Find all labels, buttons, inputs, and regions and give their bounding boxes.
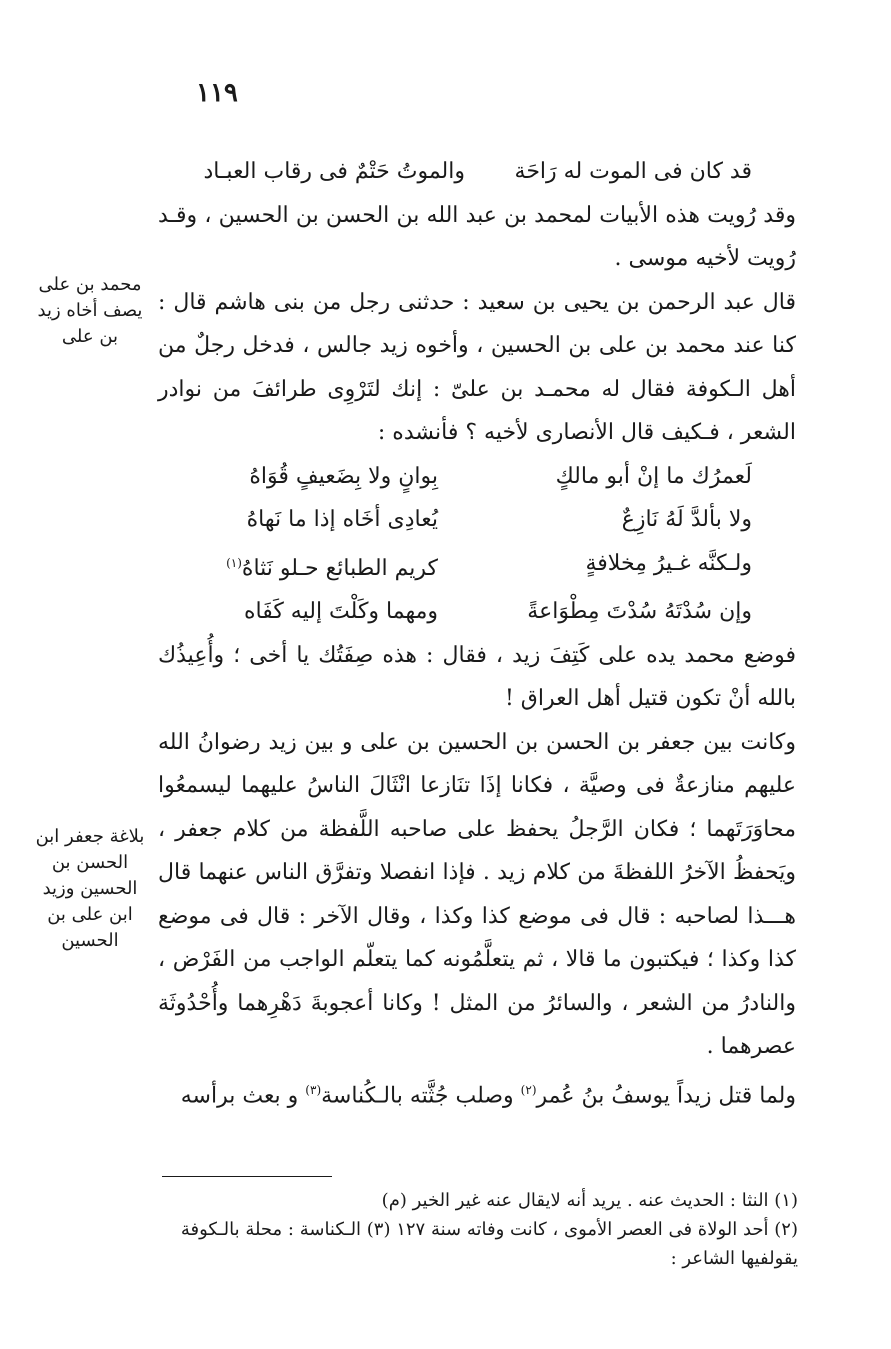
- verse-hemistich-first: قد كان فى الموت له رَاحَة: [514, 159, 752, 184]
- footnote-2-3: (٢) أحد الولاة فى العصر الأموى ، كانت وفاته سنة ١٢٧ (٣) الـكناسة : محلة بالـكوفة يقولفيها الشاعر :: [180, 1219, 798, 1269]
- footnote-1: (١) النثا : الحديث عنه . يريد أنه لايقال عنه غير الخير (م): [381, 1190, 798, 1211]
- paragraph-text: وصلب جُثَّته بالـكُناسة: [321, 1083, 521, 1109]
- footnote-divider: [162, 1176, 332, 1177]
- poem-verse: [178, 542, 752, 591]
- paragraph-response: فوضع محمد يده على كَتِفَ زيد ، فقال : هذه صِفَتُك يا أخى ؛ وأُعِيذُك بالله أنْ تكون قتيل أهل العراق !: [158, 642, 796, 712]
- verse-hemistich-first: لَعمرُك ما إنْ أبو مالكٍ: [555, 463, 752, 489]
- verse-hemistich-first: وإن سُدْتَهُ سُدْتَ مِطْوَاعةً: [527, 599, 752, 625]
- paragraph-text: ولما قتل زيداً يوسفُ بنُ عُمر: [536, 1083, 796, 1109]
- paragraph-dispute: وكانت بين جعفر بن الحسن بن الحسين بن على و بين زيد رضوانُ الله عليهم منازعةٌ فى وصيَّة ، فكانا إذَا تنَازعا انْثَالَ الناسُ عليهما ليسمعُوا محاوَرَتَهما ؛ فكان الرَّجلُ يحفظ على صاحبه اللَّفظة من كلام جعفر ، ويَحفظُ الآخرُ اللفظةَ من كلام زيد . فإذا انفصلا وتفرَّق الناس عنهما قال هـــذا لصاحبه : قال فى موضع كذا وكذا ، وقال الآخر : قال فى موضع كذا وكذا ؛ فيكتبون ما قالا ، ثم يتعلَّمُونه كما يتعلّم الواجب من الفَرْض ، والنادرُ من الشعر ، والسائرُ من المثل ! وكانا أعجوبةَ دَهْرِهما وأُحْدُوثَة عصرهما .: [158, 729, 796, 1060]
- footnotes: [158, 1186, 798, 1273]
- verse-hemistich-second: بِوانٍ ولا بِضَعيفٍ قُوَاهُ: [249, 463, 438, 489]
- page-number: ١١٩: [196, 78, 238, 108]
- opening-verse: [178, 150, 752, 194]
- verse-hemistich-second: يُعادِى أخَاه إذا ما نَهاهُ: [246, 507, 438, 532]
- paragraph-killing: [158, 1069, 796, 1118]
- verse-hemistich-second: ومهما وكَلْتَ إليه كَفَاه: [243, 599, 438, 625]
- paragraph-text: و بعث برأسه: [180, 1083, 306, 1109]
- poem-verse: [178, 455, 752, 499]
- paragraph-narration: قال عبد الرحمن بن يحيى بن سعيد : حدثنى رجل من بنى هاشم قال : كنا عند محمد بن على بن الحسين ، وأخوه زيد جالس ، فدخل رجلٌ من أهل الـكوفة فقال له محمـد بن علىّ : إنك لتَرْوِى طرائفَ من نوادر الشعر ، فـكيف قال الأنصارى لأخيه ؟ فأنشده :: [158, 289, 796, 445]
- paragraph-attribution: وقد رُويت هذه الأبيات لمحمد بن عبد الله بن الحسن بن الحسين ، وقـد رُويت لأخيه موسى .: [158, 202, 796, 271]
- poem-verse: [178, 590, 752, 634]
- footnote-ref-2: (٢): [520, 1082, 537, 1097]
- poem: [158, 455, 796, 634]
- margin-note-muhammad: محمد بن على يصف أخاه زيد بن على: [37, 274, 143, 347]
- verse-hemistich-first: ولا بألدَّ لَهُ نَازِعٌ: [621, 507, 752, 532]
- verse-hemistich-second-with-note: [178, 542, 438, 591]
- poem-verse: [178, 498, 752, 542]
- verse-hemistich-text: كريم الطبائع حـلو نَثاهُ: [241, 555, 438, 581]
- margin-note-eloquence: بلاغة جعفر ابن الحسن بن الحسين وزيد ابن على بن الحسين: [35, 826, 145, 951]
- verse-hemistich-first: ولـكنَّه غـيرُ مِخلافةٍ: [585, 550, 752, 576]
- main-text: [158, 150, 796, 1118]
- footnote-ref-3: (٣): [305, 1082, 322, 1097]
- verse-hemistich-second: والموتُ حَتْمٌ فى رقاب العبـاد: [203, 159, 465, 184]
- footnote-ref-1: (١): [226, 555, 242, 570]
